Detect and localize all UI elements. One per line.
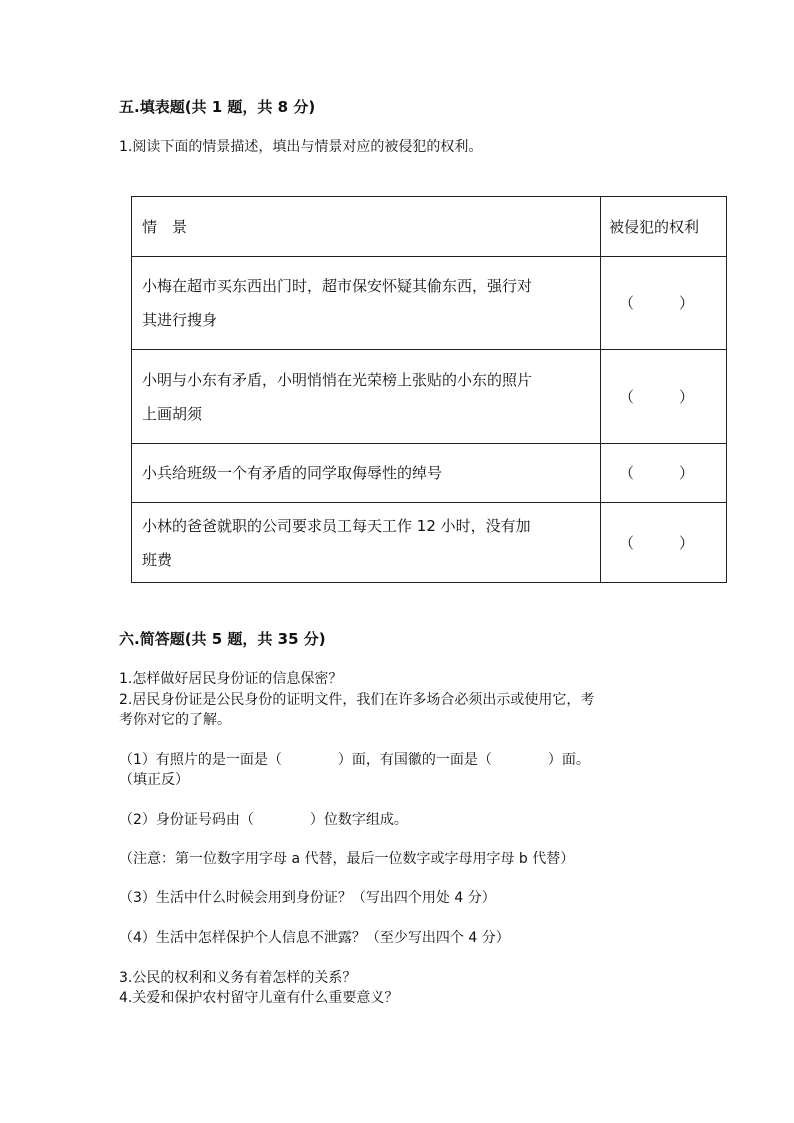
question-6-4: 4.关爱和保护农村留守儿童有什么重要意义？ bbox=[119, 990, 399, 1006]
rights-table bbox=[131, 196, 727, 583]
table-cell-scenario bbox=[132, 350, 601, 444]
table-row bbox=[132, 350, 727, 444]
section-5-heading: 五.填表题(共 1 题，共 8 分) bbox=[119, 98, 316, 116]
question-6-3: 3.公民的权利和义务有着怎样的关系？ bbox=[119, 970, 357, 986]
scenario-line: 小明与小东有矛盾，小明悄悄在光荣榜上张贴的小东的照片 bbox=[142, 370, 533, 389]
question-6-2-sub4: （4）生活中怎样保护个人信息不泄露？（至少写出四个 4 分） bbox=[119, 930, 510, 946]
table-header-scenario: 情 景 bbox=[132, 197, 601, 257]
table-row bbox=[132, 257, 727, 350]
table-row bbox=[132, 444, 727, 503]
question-6-2-line2: 考你对它的了解。 bbox=[119, 712, 231, 728]
scenario-line: 小林的爸爸就职的公司要求员工每天工作 12 小时，没有加 bbox=[142, 516, 531, 535]
answer-blank[interactable]: （ ） bbox=[601, 257, 727, 350]
question-6-2-sub1-line2: （填正反） bbox=[119, 772, 189, 788]
question-6-2-sub2: （2）身份证号码由（ ）位数字组成。 bbox=[119, 812, 408, 828]
question-6-2-line1: 2.居民身份证是公民身份的证明文件，我们在许多场合必须出示或使用它，考 bbox=[119, 692, 595, 708]
scenario-line: 班费 bbox=[142, 550, 173, 569]
table-header-rights: 被侵犯的权利 bbox=[601, 197, 727, 257]
scenario-line: 其进行搜身 bbox=[142, 311, 218, 329]
table-row bbox=[132, 503, 727, 583]
question-6-2-note: （注意：第一位数字用字母 a 代替，最后一位数字或字母用字母 b 代替） bbox=[119, 851, 575, 867]
answer-blank[interactable]: （ ） bbox=[601, 350, 727, 444]
table-cell-scenario bbox=[132, 444, 601, 503]
answer-blank[interactable]: （ ） bbox=[601, 503, 727, 583]
table-cell-scenario bbox=[132, 257, 601, 350]
question-6-1: 1.怎样做好居民身份证的信息保密？ bbox=[119, 671, 343, 687]
question-6-2-sub1-line1: （1）有照片的是一面是（ ）面，有国徽的一面是（ ）面。 bbox=[119, 752, 590, 768]
question-5-1: 1.阅读下面的情景描述，填出与情景对应的被侵犯的权利。 bbox=[119, 139, 483, 155]
scenario-line: 小兵给班级一个有矛盾的同学取侮辱性的绰号 bbox=[142, 464, 443, 482]
scenario-line: 上画胡须 bbox=[142, 404, 203, 423]
section-6-heading: 六.简答题(共 5 题，共 35 分) bbox=[119, 630, 326, 648]
question-6-2-sub3: （3）生活中什么时候会用到身份证？（写出四个用处 4 分） bbox=[119, 890, 496, 906]
scenario-line: 小梅在超市买东西出门时，超市保安怀疑其偷东西，强行对 bbox=[142, 277, 533, 295]
table-cell-scenario bbox=[132, 503, 601, 583]
table-header-row bbox=[132, 197, 727, 257]
answer-blank[interactable]: （ ） bbox=[601, 444, 727, 503]
